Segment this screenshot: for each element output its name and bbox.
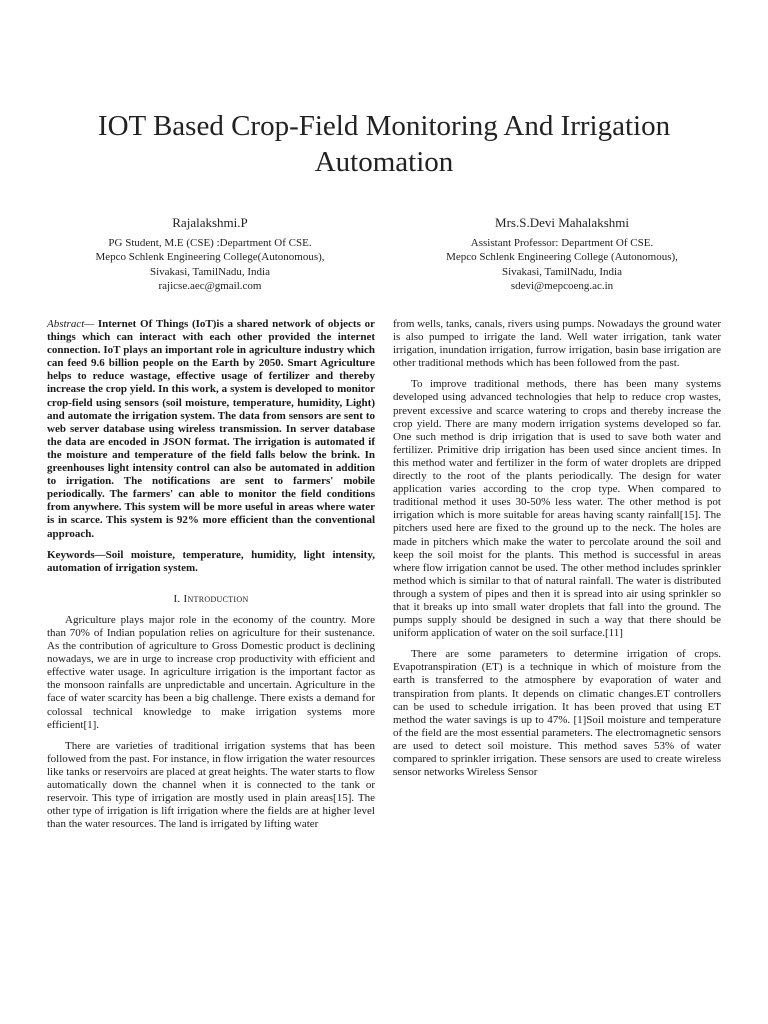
- author-email: sdevi@mepcoeng.ac.in: [510, 280, 614, 293]
- author-location: Sivakasi, TamilNadu, India: [501, 265, 622, 278]
- paper-title: IOT Based Crop-Field Monitoring And Irrigation Automation: [97, 110, 671, 178]
- author-block-2: [412, 214, 712, 294]
- author-institution: Mepco Schlenk Engineering College (Autonomous),: [446, 251, 678, 264]
- section-heading-introduction: [47, 593, 375, 606]
- author-institution: Mepco Schlenk Engineering College(Autonomous),: [95, 251, 325, 264]
- abstract: [47, 318, 375, 541]
- author-role: PG Student, M.E (CSE) :Department Of CSE.: [108, 237, 312, 249]
- body-paragraph: There are some parameters to determine irrigation of crops. Evapotranspiration (ET) is a technique in which of moisture from the earth is transferred to the atmosphere by evaporation of water and transpiration from plants. It depends on climatic changes.ET controllers can be used to schedule irrigation. It has been proved that using ET method the water savings is up to 47%. [1]Soil moisture and temperature of the field are the most essential parameters. The electromagnetic sensors are used to detect soil moisture. This method saves 53% of water compared to sprinkler irrigation. These sensors are used to create wireless sensor networks Wireless Sensor: [393, 648, 721, 779]
- author-name: Rajalakshmi.P: [172, 215, 248, 230]
- author-location: Sivakasi, TamilNadu, India: [149, 265, 270, 278]
- author-email: rajicse.aec@gmail.com: [158, 280, 262, 293]
- body-paragraph: To improve traditional methods, there has been many systems developed using advanced technologies that help to reduce crop wastes, prevent excessive and scarce watering to crops and thereby increase the crop yield. There are many modern irrigation systems developed so far. One such method is drip irrigation that is used to save both water and fertilizer. Primitive drip irrigation has been used since ancient times. In this method water and fertilizer in the form of water droplets are dripped directly to the root of the plants periodically. The design for water application varies according to the crop type. When compared to traditional method it uses 30-50% less water. The other method is pot irrigation which is more suitable for areas having scanty rainfall[15]. The pitchers used here are fixed to the ground up to the neck. The holes are made in pitchers which make the water to percolate around the soil and keep the soil moist for the plants. This method is successful in areas where flow irrigation cannot be used. The other method includes sprinkler method which is similar to that of natural rainfall. The water is distributed through a system of pipes and then it is spread into air using sprinkler so that it breaks up into small water droplets that fall into the ground. The pumps supply should be designed in such a way that there should be uniform application of water on the soil surface.[11]: [393, 378, 721, 640]
- author-name: Mrs.S.Devi Mahalakshmi: [495, 215, 629, 230]
- abstract-text: Internet Of Things (IoT)is a shared network of objects or things which can interact with each other provided the internet connection. IoT plays an important role in agriculture industry which can feed 9.6 billion people on the Earth by 2050. Smart Agriculture helps to reduce wastage, effective usage of fertilizer and thereby increase the crop yield. In this work, a system is developed to monitor crop-field using sensors (soil moisture, temperature, humidity, Light) and automate the irrigation system. The data from sensors are sent to web server database using wireless transmission. In server database the data are encoded in JSON format. The irrigation is automated if the moisture and temperature of the field falls below the brink. In greenhouses light intensity control can also be automated in addition to irrigation. The notifications are sent to farmers' mobile periodically. The farmers' can able to monitor the field conditions from anywhere. This system will be more useful in areas where water is in scarce. This system is 92% more efficient than the conventional approach.: [47, 318, 375, 540]
- right-column: [393, 318, 721, 787]
- body-paragraph: from wells, tanks, canals, rivers using pumps. Nowadays the ground water is also pumped to irrigate the land. Well water irrigation, tank water irrigation, inundation irrigation, furrow irrigation, basin base irrigation are other traditional methods which has been followed from the past.: [393, 318, 721, 370]
- left-column: [47, 318, 375, 839]
- keywords: Keywords—Soil moisture, temperature, humidity, light intensity, automation of irrigation system.: [47, 548, 375, 574]
- body-paragraph: There are varieties of traditional irrigation systems that has been followed from the past. For instance, in flow irrigation the water resources like tanks or reservoirs are placed at great heights. The water starts to flow automatically down the channel when it is connected to the tank or reservoir. This type of irrigation are mostly used in plain areas[15]. The other type of irrigation is lift irrigation where the fields are at higher level than the water resources. The land is irrigated by lifting water: [47, 739, 375, 831]
- author-block-1: [60, 214, 360, 294]
- author-role: Assistant Professor: Department Of CSE.: [470, 237, 654, 249]
- section-title: Introduction: [183, 592, 249, 605]
- abstract-label: Abstract—: [47, 318, 95, 330]
- body-paragraph: Agriculture plays major role in the economy of the country. More than 70% of Indian population relies on agriculture for their sustenance. As the contribution of agriculture to Gross Domestic product is declining nowadays, we are in urge to increase crop productivity with efficient and effective water usage. In agriculture irrigation is the important factor as the monsoon rainfalls are unpredictable and uncertain. Agriculture in the face of water scarcity has been a big challenge. There exists a demand for colossal technical knowledge to make irrigation systems more efficient[1].: [47, 613, 375, 731]
- section-number: I.: [173, 592, 181, 605]
